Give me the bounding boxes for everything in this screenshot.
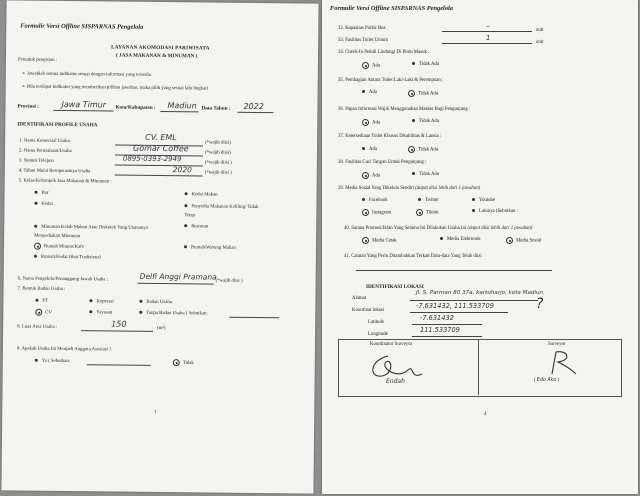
q32-label: 32. Kapasitas Parkir Bus	[338, 26, 386, 31]
kelas-label: 5. Kelas/Kelompok Jasa Makanan & Minuman :	[18, 178, 112, 185]
page-header: Formulir Versi Offline SISPARNAS Pengelola	[20, 22, 144, 31]
bentuk-option[interactable]: Yayasan	[89, 310, 112, 315]
bentuk-option[interactable]: Tanpa Badan Usaha ( Sebutkan:	[139, 311, 208, 317]
selected-circle-icon	[35, 309, 42, 316]
q34-ada-selected[interactable]: Ada	[362, 62, 380, 69]
selected-circle-icon	[362, 172, 369, 179]
q39-label: 39. Media Sosial Yang Dikelola Sendiri (dapat diisi lebih dari 1 jawaban)	[338, 186, 481, 191]
q37-ada[interactable]: Ada	[362, 147, 377, 152]
q38-ada-selected[interactable]: Ada	[362, 172, 380, 179]
arrow-icon: ➢	[21, 84, 27, 90]
koordinat-label: Koordinat lokasi	[352, 308, 385, 313]
bentuk-option[interactable]: Badan Usaha	[139, 300, 172, 305]
asosiasi-label: 9. Apakah Usaha Ini Menjadi Anggota Asosiasi ?	[16, 346, 112, 353]
bentuk-option-selected[interactable]: CV	[35, 309, 52, 316]
coordinator-name: Endah	[386, 378, 405, 385]
bentuk-option[interactable]: Koperasi	[89, 299, 113, 304]
item-value[interactable]: CV. EML	[145, 132, 177, 143]
q40-sosial-selected[interactable]: Media Sosial	[506, 237, 541, 244]
longitude-value[interactable]: 111.533709	[420, 326, 460, 334]
latitude-label: Latitude	[368, 320, 384, 325]
kelas-option[interactable]: Kedai	[34, 202, 53, 207]
q36-tidak-ada[interactable]: Tidak Ada	[412, 119, 439, 124]
section-title: IDENTIFIKASI PROFILE USAHA	[17, 121, 98, 129]
kelas-option[interactable]: Bar	[35, 191, 49, 196]
q39-twitter[interactable]: Twitter	[418, 198, 439, 203]
luas-value[interactable]: 150	[111, 319, 127, 329]
kelas-option[interactable]: Rumah/Warung Makan	[184, 245, 236, 251]
provinsi-value[interactable]: Jawa Timur	[61, 99, 107, 110]
required-note: (*wajib diisi )	[204, 160, 232, 166]
instruction-2: ➢ Bila terdapat indikator yang memberikan pilihan jawaban, maka pilih yang sesuai lalu lingkari	[21, 84, 209, 92]
kelas-option[interactable]: Penyedia Makanan Keliling/ Tidak Tetap	[184, 204, 259, 219]
q39-youtube[interactable]: Youtube	[472, 198, 495, 203]
required-note: (*wajib diisi)	[205, 140, 231, 146]
form-page-left	[1, 0, 318, 493]
item-value[interactable]: 0895-0393-2949	[122, 154, 182, 164]
q35-ada[interactable]: Ada	[362, 90, 377, 95]
kelas-option[interactable]: Rumah/Kedai Obat Tradisional	[34, 255, 101, 261]
instruction-1: ➢ Jawablah semua indikator sesuai dengan informasi yang tersedia	[21, 71, 152, 78]
page-number: 4	[484, 412, 487, 417]
page-number: 1	[154, 409, 157, 415]
q33-unit: unit	[536, 40, 544, 45]
q35-tidak-ada-selected[interactable]: Tidak Ada	[408, 90, 438, 97]
q41-label: 41. Catatan Yang Perlu Ditambahkan Terkait Data-data Yang Telah diisi	[344, 254, 482, 259]
item-label: 4. Tahun Mulai Beroperasinya Usaha	[18, 168, 91, 175]
q39-lainnya[interactable]: Lainnya (Sebutkan :	[472, 209, 518, 214]
tahun-label: Data Tahun :	[201, 105, 231, 112]
kota-label: Kota/Kabupaten :	[115, 104, 156, 111]
tahun-value[interactable]: 2022	[243, 101, 264, 112]
koordinat-value[interactable]: -7.631432, 111.533709	[416, 302, 494, 310]
q39-tiktok-selected[interactable]: Tiktok	[416, 209, 439, 216]
luas-unit: (m²)	[157, 325, 166, 332]
selected-circle-icon	[408, 146, 415, 153]
selected-circle-icon	[416, 209, 423, 216]
surveyor-signature	[542, 348, 582, 378]
surveyor-label: Surveyor	[548, 342, 566, 347]
asosiasi-option-selected[interactable]: Tidak	[173, 359, 194, 366]
instruction-heading: Petunjuk pengisian :	[17, 57, 58, 63]
penanggung-value[interactable]: Delfi Anggi Pramana	[139, 271, 217, 282]
required-note: (*wajib diisi)	[204, 150, 231, 156]
provinsi-label: Provinsi :	[17, 103, 39, 110]
q40-label: 40. Sarana Promosi/Iklan Yang Selama Ini Dilakukan Usaha Ini (dapat diisi lebih dari 1 jawaban)	[344, 226, 533, 231]
item-label: 1. Nama Komersial Usaha	[19, 138, 70, 145]
form-page-right	[322, 0, 638, 494]
alamat-value[interactable]: Jl. S. Parman 80 37a, kartoharjo, kota Madiun	[416, 290, 544, 296]
penanggung-label: 6. Nama Pengelola/Penanggung Jawab Usaha :	[17, 276, 109, 283]
q34-label: 34. Check-In Peduli Lindungi Di Pintu Masuk :	[338, 50, 430, 55]
required-note: (*wajib diisi )	[215, 278, 243, 284]
q39-facebook[interactable]: Facebook	[362, 198, 388, 203]
q37-tidak-ada-selected[interactable]: Tidak Ada	[408, 146, 438, 153]
selected-circle-icon	[362, 237, 369, 244]
selected-circle-icon	[362, 62, 369, 69]
q33-label: 33. Fasilitas Toilet Umum	[338, 38, 388, 43]
lokasi-title: IDENTIFIKASI LOKASI	[366, 284, 424, 290]
kelas-option-selected[interactable]: Rumah Minum/Kafe	[34, 243, 84, 251]
form-title: LAYANAN AKOMODASI PARIWISATA	[111, 44, 210, 52]
latitude-value[interactable]: -7.631432	[420, 314, 454, 322]
page-header: Formulir Versi Offline SISPARNAS Pengelola	[330, 5, 453, 12]
q34-tidak-ada[interactable]: Tidak Ada	[412, 62, 439, 67]
selected-circle-icon	[173, 359, 180, 366]
q40-elektronik[interactable]: Media Elektronik	[440, 237, 481, 242]
q32-unit: unit	[536, 28, 544, 33]
item-label: 3. Nomor Telepon	[18, 158, 54, 164]
q38-tidak-ada[interactable]: Tidak Ada	[412, 172, 439, 177]
form-subtitle: ( JASA MAKANAN & MINUMAN )	[115, 52, 198, 60]
q40-cetak-selected[interactable]: Media Cetak	[362, 237, 397, 244]
selected-circle-icon	[506, 237, 513, 244]
kelas-option[interactable]: Restoran	[184, 224, 208, 229]
luas-label: 8. Luas Area Usaha :	[17, 324, 58, 330]
kelas-option[interactable]: Minuman Kelab Malam Atau Diskotek Yang Utamanya Menyediakan Minuman	[34, 224, 148, 240]
q32-value[interactable]: –	[486, 22, 490, 30]
q38-label: 38. Fasilitas Cuci Tangan Untuk Pengunjung :	[338, 160, 427, 165]
bentuk-label: 7. Bentuk Badan Usaha :	[17, 286, 66, 293]
selected-circle-icon	[408, 90, 415, 97]
bentuk-option[interactable]: PT	[35, 299, 48, 304]
selected-circle-icon	[34, 243, 41, 250]
surveyor-name: ( Edo Ako )	[534, 378, 560, 383]
koordinator-surveyor-label: Koordinator Surveyor	[370, 342, 413, 347]
arrow-icon: ➢	[21, 71, 28, 77]
kota-value[interactable]: Madiun	[167, 101, 197, 111]
alamat-label: Alamat	[352, 296, 367, 301]
q36-ada-selected[interactable]: Ada	[362, 119, 380, 126]
kelas-option[interactable]: Kedai Makan	[185, 192, 218, 197]
q37-label: 37. Ketersediaan Toilet Khusus Disabilitas & Lansia :	[338, 134, 442, 139]
selected-circle-icon	[362, 119, 369, 126]
q39-instagram-selected[interactable]: Instagram	[362, 209, 391, 216]
item-value[interactable]: Gomar Coffee	[132, 143, 189, 154]
selected-circle-icon	[362, 209, 369, 216]
required-note: (*wajib diisi )	[204, 170, 232, 176]
asosiasi-option[interactable]: Ya ( Sebutkan:	[35, 359, 70, 364]
item-label: 2. Nama Perusahaan/Usaha	[18, 148, 72, 155]
item-value[interactable]: 2020	[172, 165, 192, 175]
question-mark-annotation: ?	[536, 296, 544, 312]
q36-label: 36. Papan Informasi Wajib Menggunakan Masker Bagi Pengunjung :	[338, 107, 471, 112]
q35-label: 35. Pembagian Antara Toilet Laki-Laki & Perempuan :	[338, 78, 444, 83]
longitude-label: Longitude	[368, 332, 388, 337]
q33-value[interactable]: 1	[486, 34, 491, 42]
